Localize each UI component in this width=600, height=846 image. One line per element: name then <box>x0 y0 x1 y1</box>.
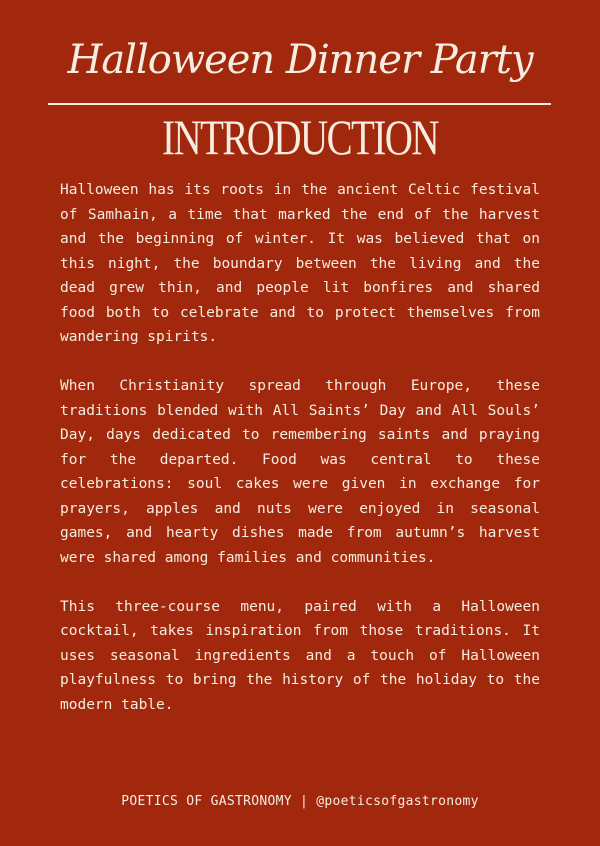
title-divider <box>48 103 551 105</box>
footer-credit: POETICS OF GASTRONOMY | @poeticsofgastronomy <box>121 794 479 809</box>
paragraph: This three-course menu, paired with a Halloween cocktail, takes inspiration from those traditions. It uses seasonal ingredients and a touch of Halloween playfulness to bring the history of the holiday to the modern table. <box>60 598 540 713</box>
paragraph: When Christianity spread through Europe, these traditions blended with All Saints’ Day and All Souls’ Day, days dedicated to remembering saints and praying for the departed. Food was central to these celebrations: soul cakes were given in exchange for prayers, apples and nuts were enjoyed in seasonal games, and hearty dishes made from autumn’s harvest were shared among families and communities. <box>60 378 540 566</box>
section-heading: INTRODUCTION <box>162 109 438 165</box>
paragraph: Halloween has its roots in the ancient Celtic festival of Samhain, a time that marked the end of the harvest and the beginning of winter. It was believed that on this night, the boundary between the living and the dead grew thin, and people lit bonfires and shared food both to celebrate and to protect themselves from wandering spirits. <box>60 182 540 345</box>
body-text <box>60 178 540 742</box>
document-title: Halloween Dinner Party <box>67 37 533 83</box>
